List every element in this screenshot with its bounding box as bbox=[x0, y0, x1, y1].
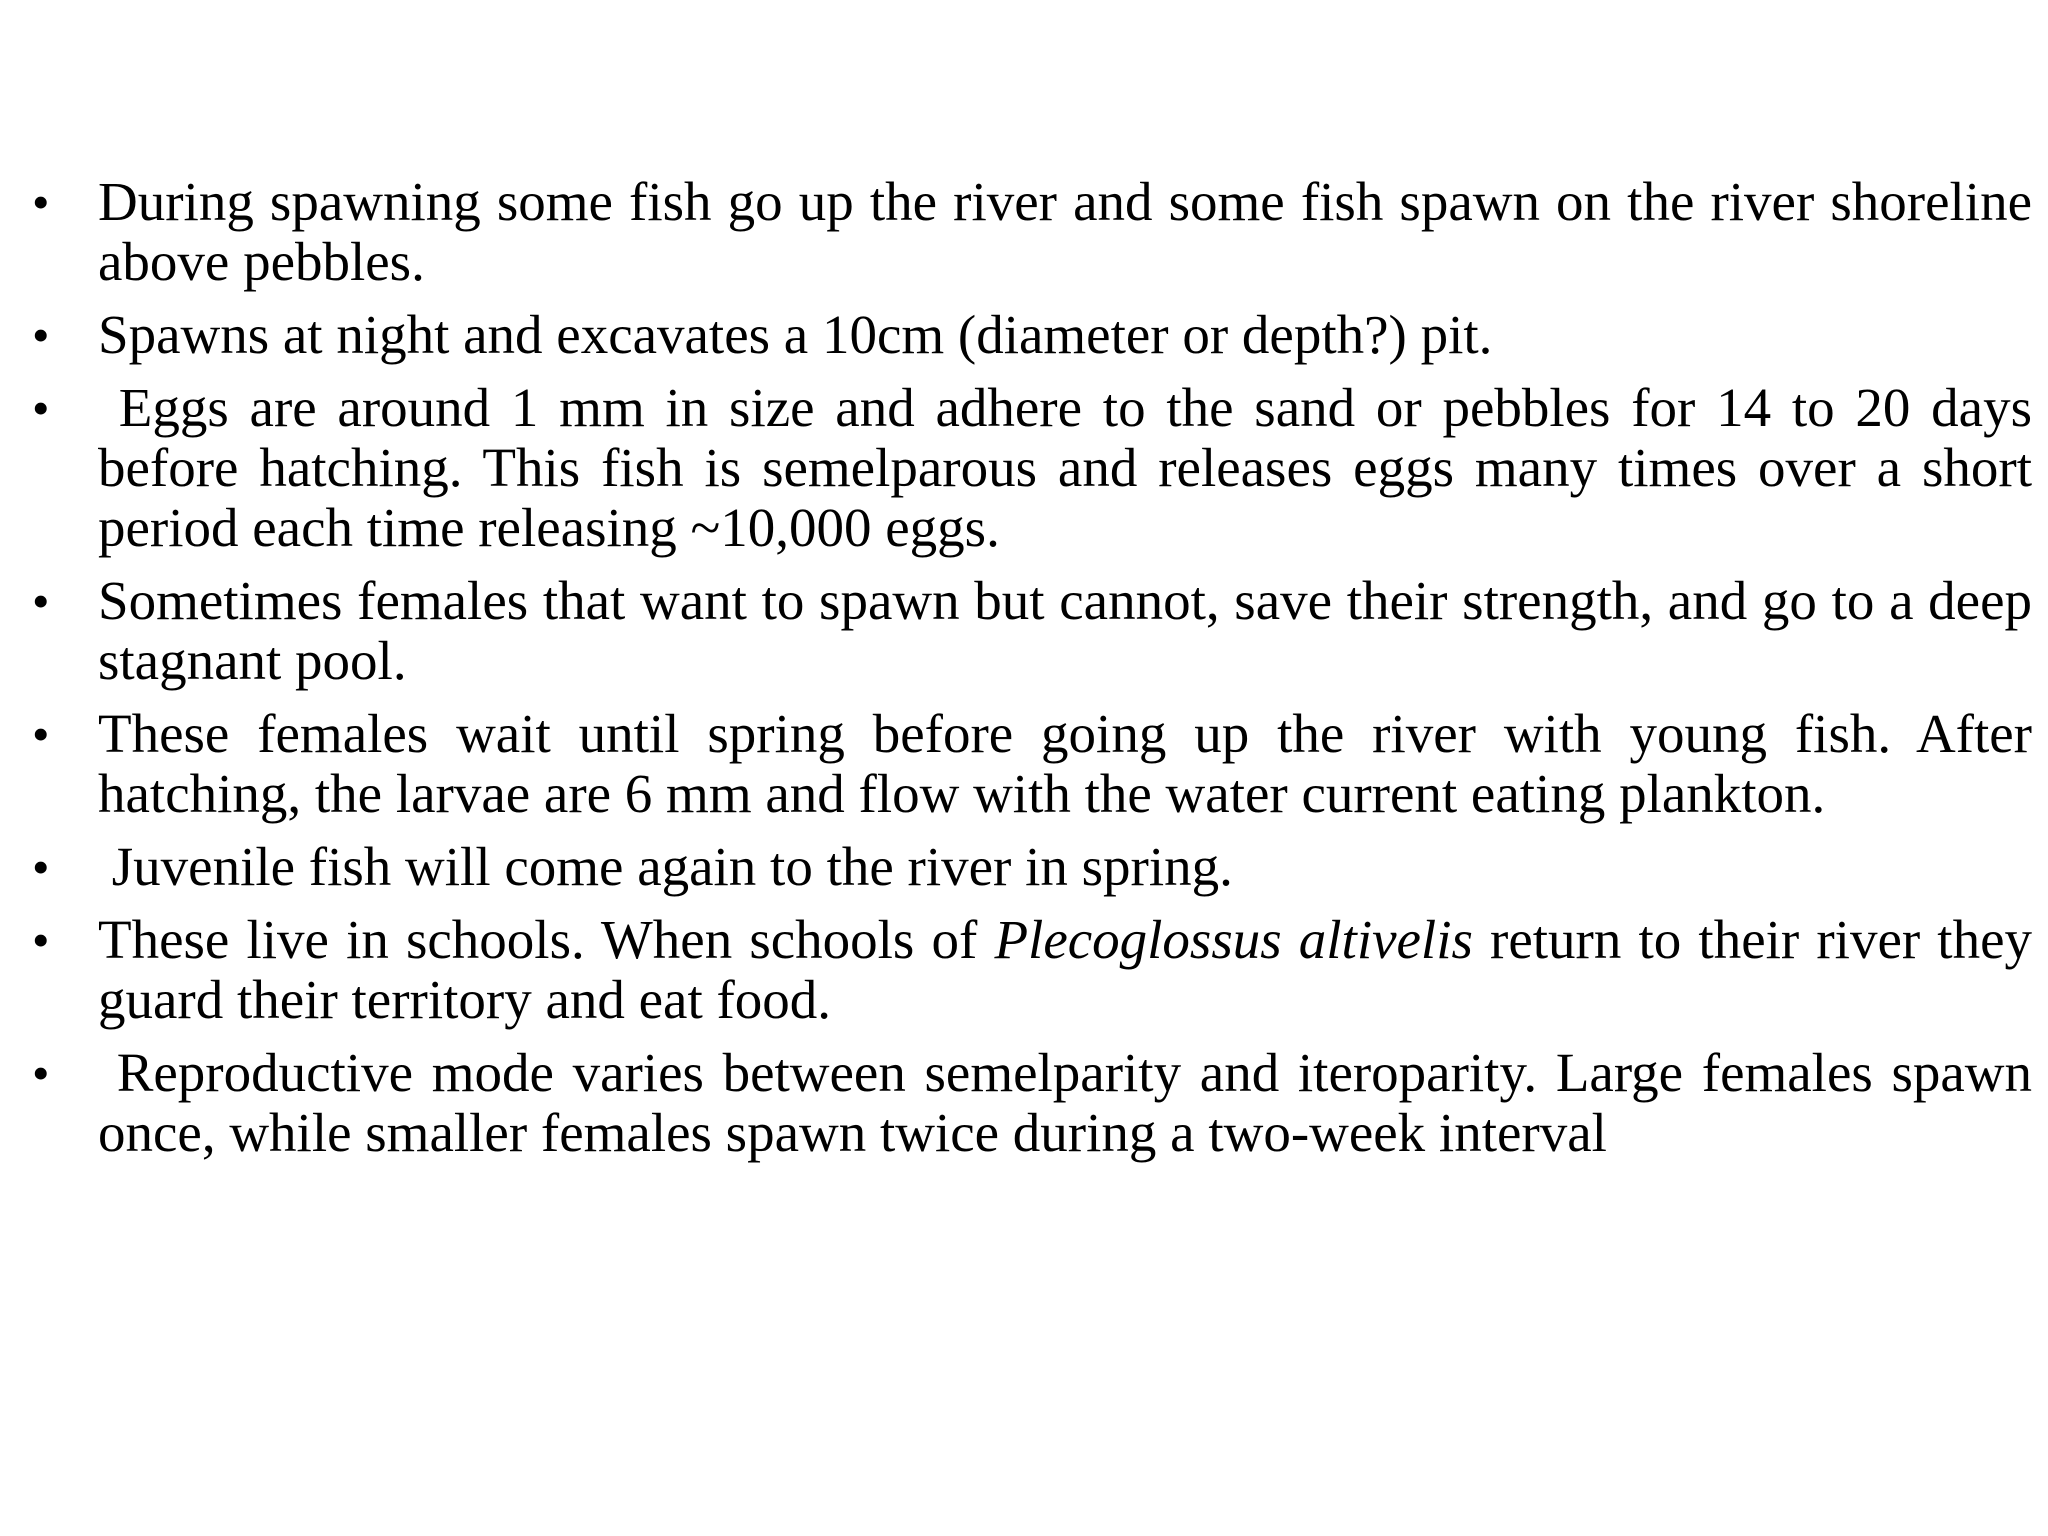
bullet-text: These females wait until spring before going up the river with young fish. After hatching, the larvae are 6 mm and flow with the water current eating plankton. bbox=[98, 703, 2032, 824]
bullet-dot-icon: • bbox=[32, 380, 50, 436]
bullet-text-before: These live in schools. When schools of bbox=[98, 909, 995, 970]
bullet-text: Eggs are around 1 mm in size and adhere to the sand or pebbles for 14 to 20 days before hatching. This fish is semelparous and releases eggs many times over a short period each time releasing ~10,000 eggs. bbox=[98, 377, 2046, 558]
bullet-dot-icon: • bbox=[32, 912, 50, 968]
bullet-item-spawning bbox=[20, 172, 2032, 292]
bullet-dot-icon: • bbox=[32, 706, 50, 762]
bullet-item-night-spawning bbox=[20, 305, 2032, 365]
bullet-text: During spawning some fish go up the river and some fish spawn on the river shoreline above pebbles. bbox=[98, 171, 2032, 292]
bullet-item-females-pool bbox=[20, 571, 2032, 691]
bullet-item-reproductive-mode bbox=[20, 1042, 2046, 1163]
bullet-dot-icon: • bbox=[32, 573, 50, 629]
bullet-item-females-spring bbox=[20, 704, 2032, 824]
species-name: Plecoglossus altivelis bbox=[994, 909, 1473, 970]
bullet-text: Juvenile fish will come again to the river in spring. bbox=[98, 836, 1233, 897]
bullet-dot-icon: • bbox=[32, 839, 50, 895]
bullet-text: Sometimes females that want to spawn but cannot, save their strength, and go to a deep stagnant pool. bbox=[98, 570, 2032, 691]
bullet-list bbox=[20, 171, 2046, 1176]
bullet-item-eggs bbox=[20, 377, 2046, 558]
bullet-text: Spawns at night and excavates a 10cm (diameter or depth?) pit. bbox=[98, 304, 1493, 365]
bullet-item-juvenile bbox=[20, 837, 2032, 897]
bullet-dot-icon: • bbox=[32, 307, 50, 363]
bullet-dot-icon: • bbox=[32, 1045, 50, 1101]
bullet-item-schools bbox=[20, 910, 2032, 1030]
bullet-dot-icon: • bbox=[32, 174, 50, 230]
bullet-text-after: return to their river they guard their territory and eat food. bbox=[98, 909, 2032, 1030]
bullet-text: Reproductive mode varies between semelparity and iteroparity. Large females spawn once, while smaller females spawn twice during a two-week interval bbox=[98, 1042, 2046, 1163]
